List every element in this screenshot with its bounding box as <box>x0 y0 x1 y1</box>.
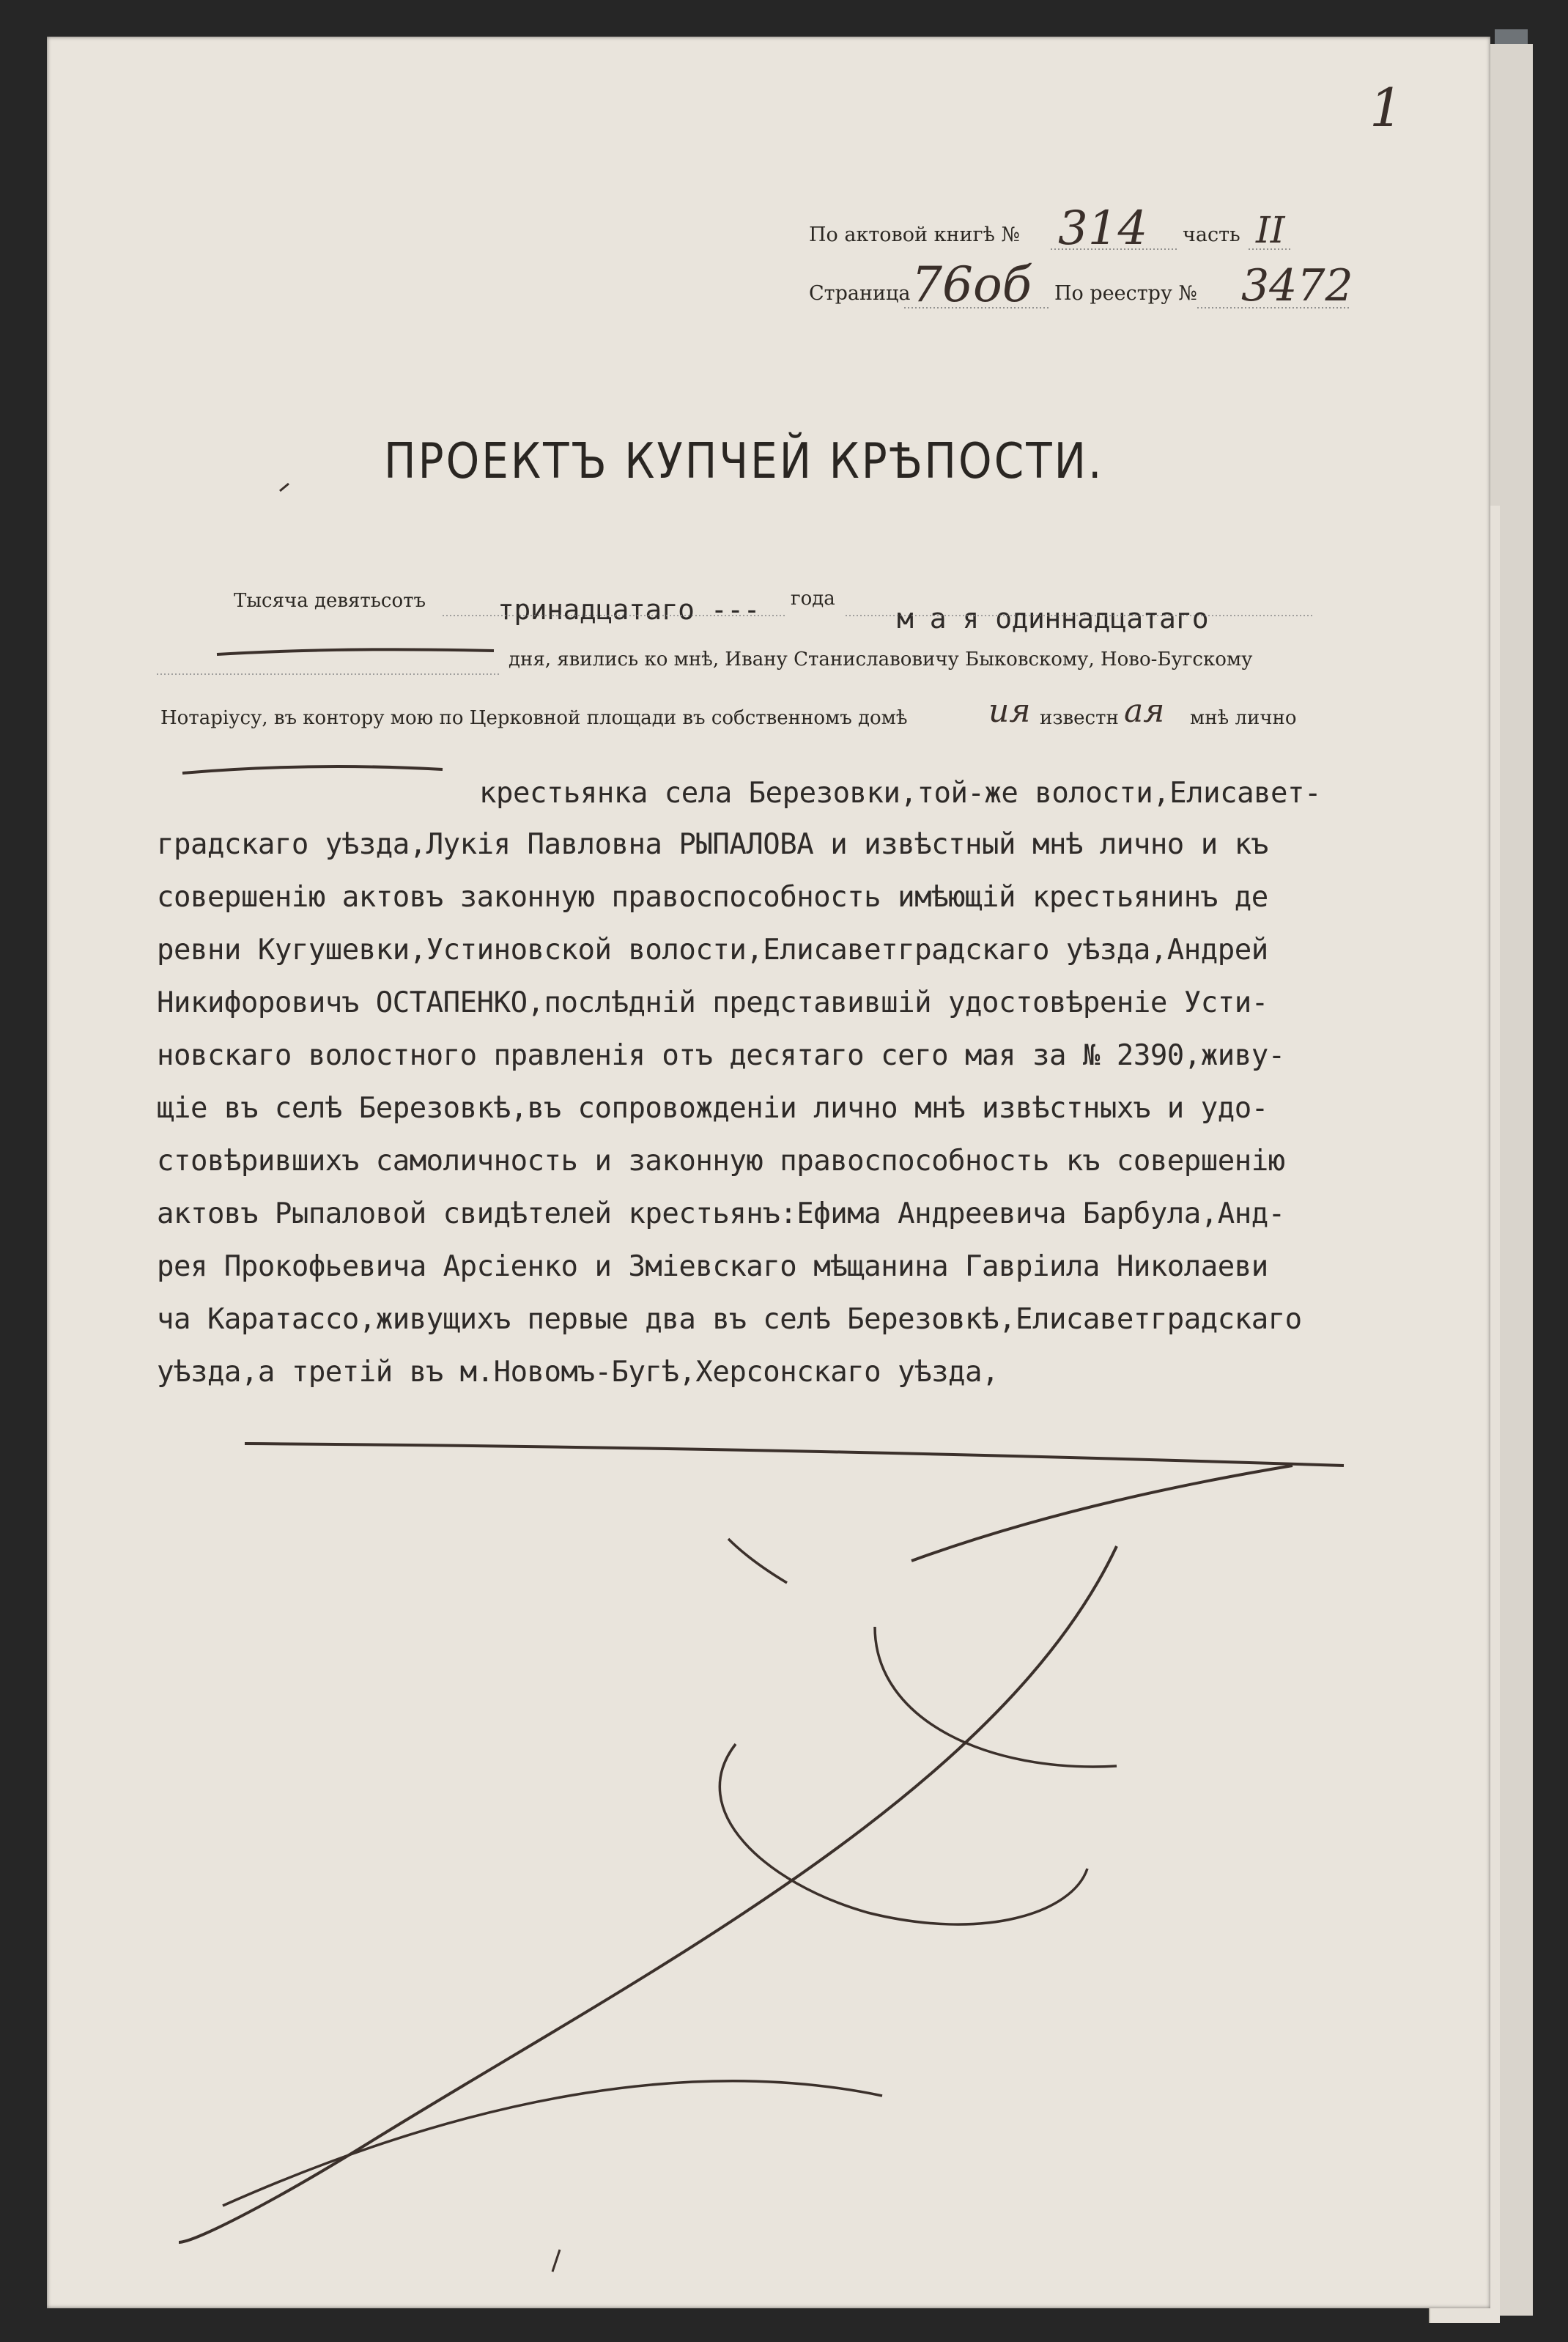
book-label: По актовой книгѣ № <box>809 224 1021 246</box>
document-title: ПРОЕКТЪ КУПЧЕЙ КРѢПОСТИ. <box>384 432 1104 490</box>
date-typed: м а я одиннадцатаго <box>897 602 1209 635</box>
body-line: новскаго волостного правленія отъ десятаго сего мая за № 2390,живу- <box>157 1039 1285 1072</box>
notary-ink-correction-1: ия <box>988 692 1031 730</box>
notary-text: Нотаріусу, въ контору мою по Церковной площади въ собственномъ домѣ <box>160 707 908 729</box>
day-text: дня, явились ко мнѣ, Ивану Станиславовичу Быковскому, Ново-Бугскому <box>509 649 1253 671</box>
body-line: ревни Кугушевки,Устиновской волости,Елисаветградскаго уѣзда,Андрей <box>157 934 1268 967</box>
year-typed: тринадцатаго --- <box>498 594 761 626</box>
notary-text-known: известн <box>1040 707 1119 729</box>
body-line: уѣзда,а третій въ м.Новомъ-Бугѣ,Херсонскаго уѣзда, <box>157 1356 999 1389</box>
page-number: 1 <box>1369 77 1403 138</box>
body-line: Никифоровичъ ОСТАПЕНКО,послѣдній представившій удостовѣреніе Усти- <box>157 986 1268 1019</box>
document-page <box>47 37 1490 2308</box>
body-line: ча Каратассо,живущихъ первые два въ селѣ Березовкѣ,Елисаветградскаго <box>157 1303 1302 1336</box>
notary-text-personally: мнѣ лично <box>1190 707 1297 729</box>
notary-ink-correction-2: ая <box>1124 692 1165 730</box>
year-label: года <box>791 588 835 610</box>
book-number: 314 <box>1058 202 1148 256</box>
ink-marks <box>47 37 1490 2308</box>
registry-number: 3472 <box>1241 260 1353 311</box>
body-line: стовѣрившихъ самоличность и законную правоспособность къ совершенію <box>157 1145 1285 1178</box>
part-number: II <box>1256 209 1285 251</box>
page-value: 76об <box>911 256 1032 313</box>
registry-label: По реестру № <box>1054 282 1197 305</box>
body-line: рея Прокофьевича Арсіенко и Зміевскаго мѣщанина Гавріила Николаеви <box>157 1250 1268 1283</box>
part-label: часть <box>1183 224 1240 246</box>
thousand-label: Тысяча девятьсотъ <box>234 590 426 612</box>
body-line: совершенію актовъ законную правоспособность имѣющій крестьянинъ де <box>157 881 1268 914</box>
body-line: актовъ Рыпаловой свидѣтелей крестьянъ:Ефима Андреевича Барбула,Анд- <box>157 1197 1285 1230</box>
body-line: градскаго уѣзда,Лукія Павловна РЫПАЛОВА и извѣстный мнѣ лично и къ <box>157 828 1268 861</box>
body-line: щіе въ селѣ Березовкѣ,въ сопровожденіи лично мнѣ извѣстныхъ и удо- <box>157 1092 1268 1125</box>
body-line: крестьянка села Березовки,той-же волости,Елисавет- <box>479 777 1321 810</box>
page-label: Страница <box>809 282 911 305</box>
